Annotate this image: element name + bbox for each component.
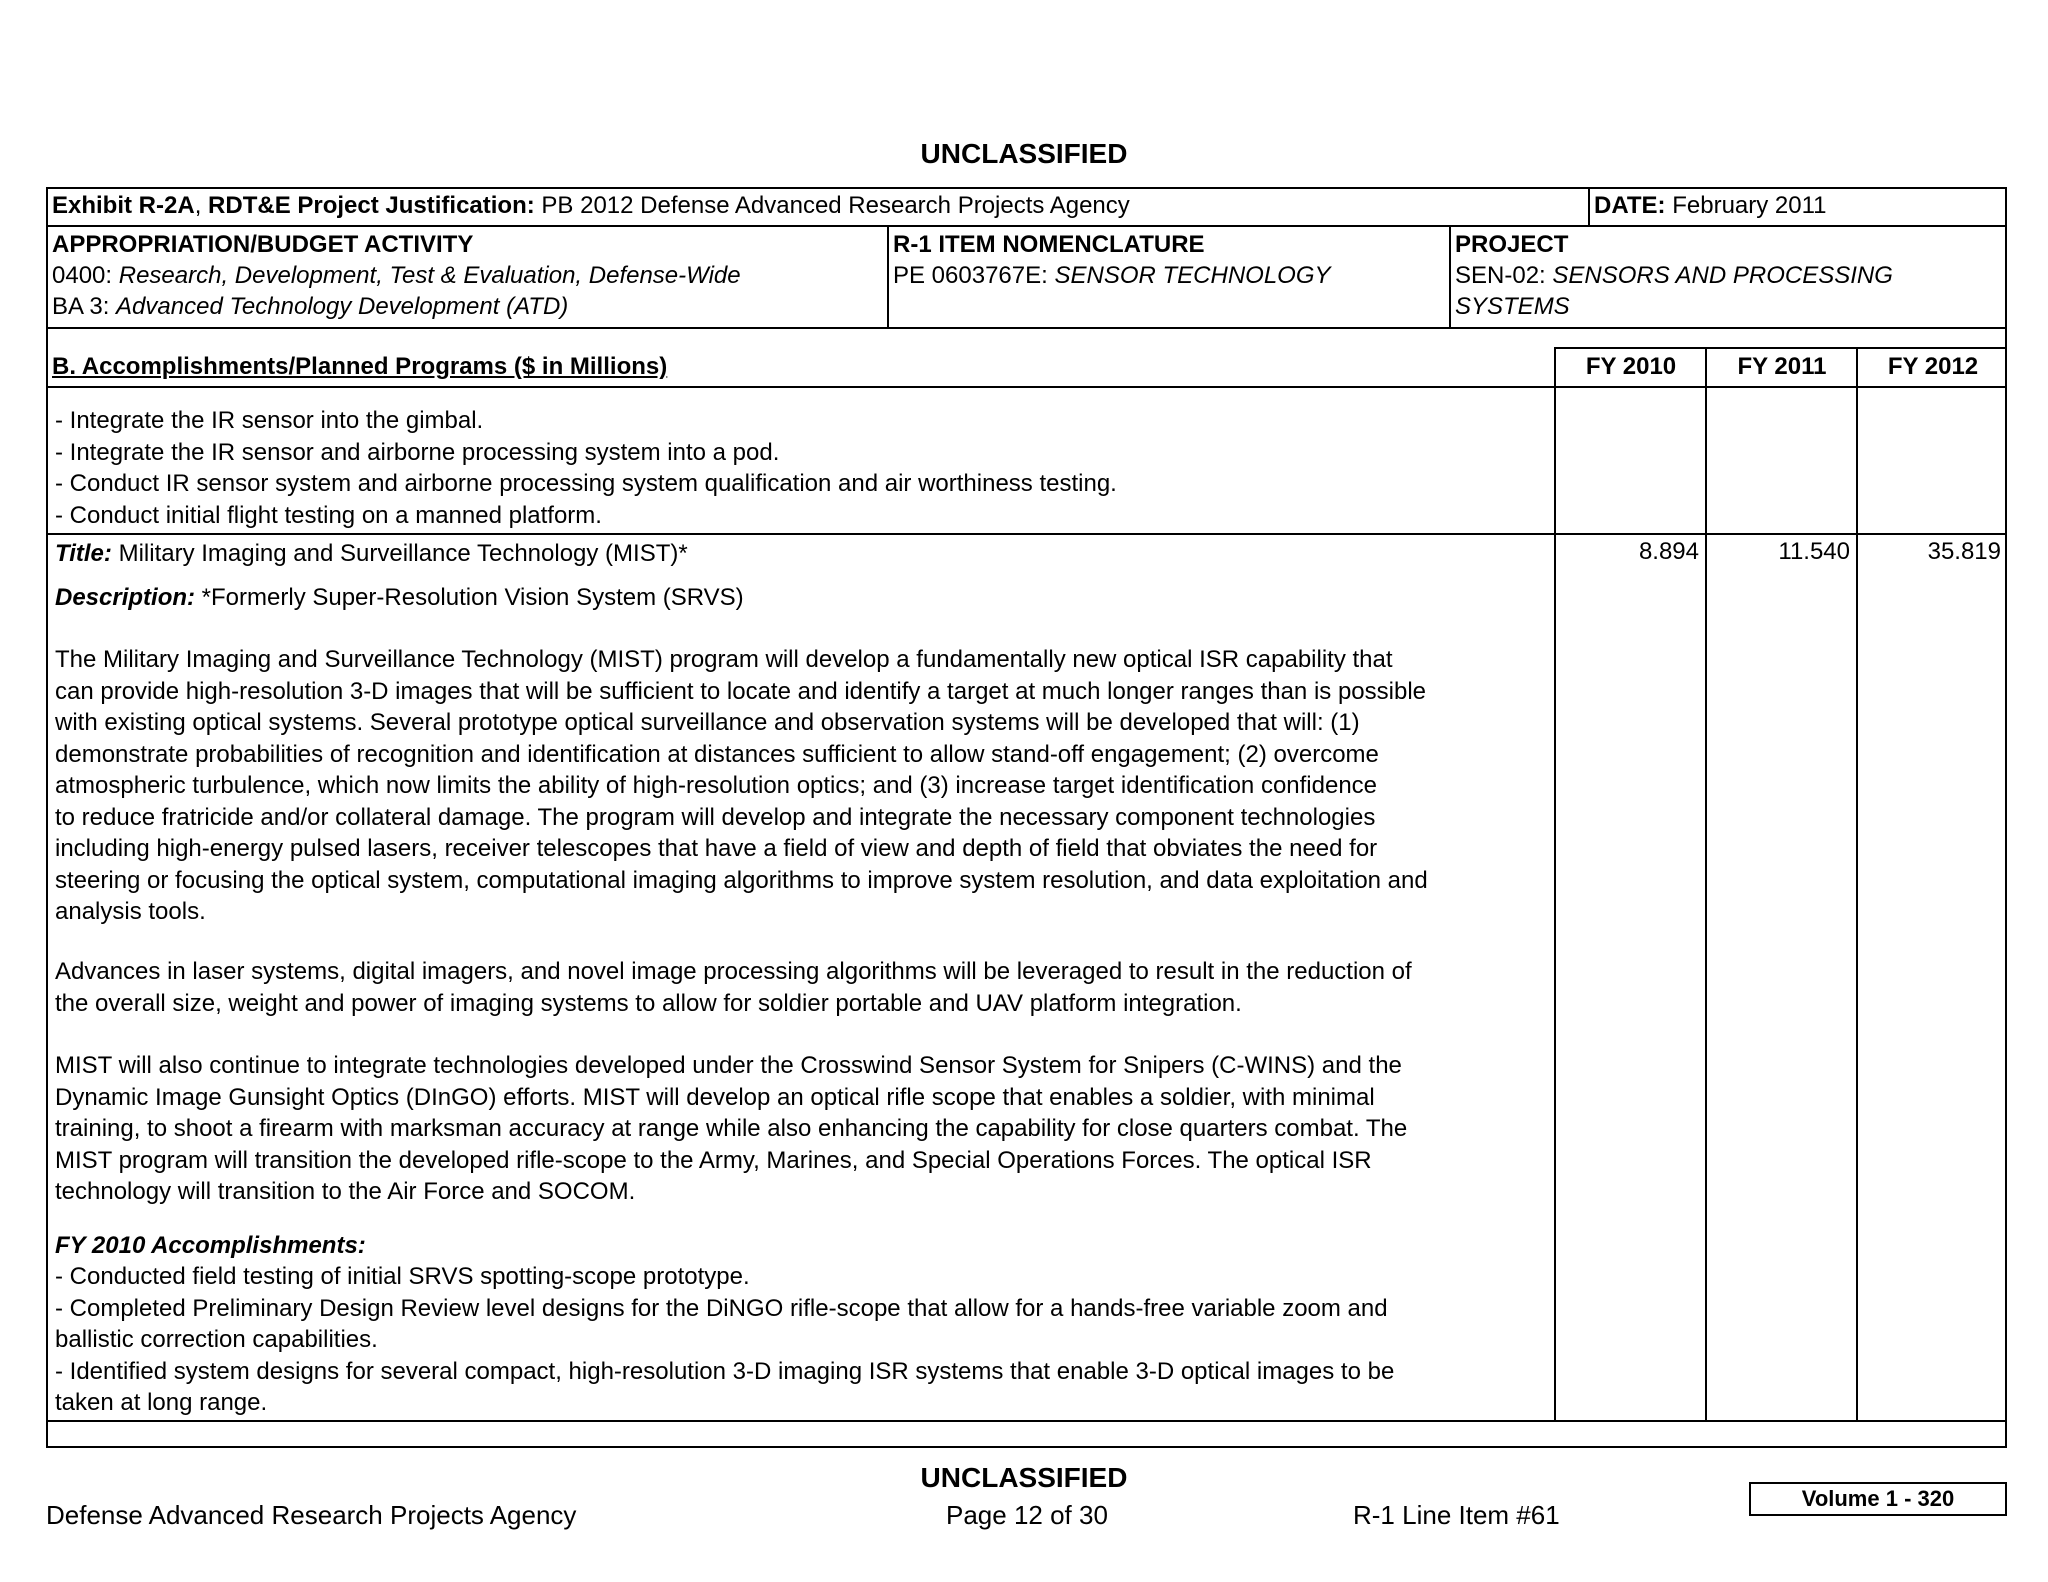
- divider: [1705, 347, 1707, 1420]
- text-line: steering or focusing the optical system, computational imaging algorithms to improve system resolution, and data exploitation and: [55, 866, 1428, 894]
- accomplishments-list: [55, 1261, 1394, 1419]
- text-line: with existing optical systems. Several prototype optical surveillance and observation systems will be developed that will: (1): [55, 709, 1360, 736]
- budget-activity-code: BA 3:: [52, 293, 117, 320]
- list-item: - Completed Preliminary Design Review level designs for the DiNGO rifle-scope that allow for a hands-free variable zoom and: [55, 1294, 1388, 1322]
- divider: [46, 386, 2007, 388]
- paragraph-1: [55, 644, 1428, 928]
- fy-column-header: FY 2012: [1887, 353, 1979, 380]
- exhibit-title: [52, 190, 1130, 221]
- footer-agency: Defense Advanced Research Projects Agency: [46, 1500, 577, 1530]
- footer-line-item: R-1 Line Item #61: [1353, 1500, 1560, 1530]
- divider: [46, 533, 2007, 535]
- list-item: - Integrate the IR sensor into the gimbal.: [55, 407, 484, 434]
- section-heading: B. Accomplishments/Planned Programs ($ in Millions): [52, 353, 668, 380]
- budget-activity-text: Advanced Technology Development (ATD): [116, 293, 569, 320]
- r1-label: R-1 ITEM NOMENCLATURE: [893, 231, 1205, 258]
- project-value: [1455, 260, 1893, 291]
- text-line: atmospheric turbulence, which now limits the ability of high-resolution optics; and (3) increase target identification confidence: [55, 772, 1378, 799]
- text-line: to reduce fratricide and/or collateral damage. The program will develop and integrate the necessary component technologies: [55, 803, 1376, 831]
- description-label: Description:: [55, 584, 196, 611]
- fy2012-value: 35.819: [1927, 538, 2001, 565]
- footer-page-number: Page 12 of 30: [946, 1500, 1108, 1530]
- date-field: [1594, 190, 1827, 221]
- exhibit-separator: ,: [194, 192, 209, 219]
- list-item: ballistic correction capabilities.: [55, 1326, 378, 1353]
- list-item: - Identified system designs for several compact, high-resolution 3-D imaging ISR systems that enable 3-D optical images to be: [55, 1357, 1395, 1385]
- r1-code: PE 0603767E:: [893, 262, 1055, 289]
- exhibit-label: Exhibit R-2A: [52, 192, 195, 219]
- fy-column-header: FY 2011: [1737, 353, 1827, 380]
- description-value: *Formerly Super-Resolution Vision System (SRVS): [195, 584, 744, 611]
- appropriation-line-1: [52, 260, 741, 291]
- paragraph-2: [55, 956, 1412, 1019]
- text-line: technology will transition to the Air Force and SOCOM.: [55, 1178, 636, 1205]
- fy-column-header: FY 2010: [1585, 353, 1677, 380]
- paragraph-3: [55, 1050, 1407, 1208]
- accomplishments-heading: FY 2010 Accomplishments:: [55, 1232, 366, 1259]
- list-item: - Conducted field testing of initial SRVS spotting-scope prototype.: [55, 1263, 750, 1290]
- date-value: February 2011: [1665, 192, 1827, 219]
- text-line: can provide high-resolution 3-D images that will be sufficient to locate and identify a target at much longer ranges than is possible: [55, 677, 1426, 705]
- justification-value: PB 2012 Defense Advanced Research Projects Agency: [534, 192, 1130, 219]
- list-item: taken at long range.: [55, 1389, 268, 1416]
- date-label: DATE:: [1594, 192, 1666, 219]
- text-line: including high-energy pulsed lasers, receiver telescopes that have a field of view and depth of field that obviates the need for: [55, 835, 1378, 862]
- divider: [46, 1420, 2007, 1422]
- divider: [1449, 225, 1451, 327]
- program-description: [55, 582, 744, 613]
- text-line: MIST will also continue to integrate technologies developed under the Crosswind Sensor System for Snipers (C-WINS) and the: [55, 1052, 1402, 1079]
- list-item: - Conduct IR sensor system and airborne processing system qualification and air worthiness testing.: [55, 470, 1117, 497]
- text-line: MIST program will transition the developed rifle-scope to the Army, Marines, and Special Operations Forces. The optical ISR: [55, 1146, 1372, 1174]
- divider: [1554, 347, 1556, 1420]
- divider: [46, 225, 2007, 227]
- title-label: Title:: [55, 540, 112, 567]
- budget-activity-line: [52, 291, 568, 322]
- list-item: - Conduct initial flight testing on a manned platform.: [55, 501, 602, 529]
- divider: [887, 225, 889, 327]
- text-line: training, to shoot a firearm with marksman accuracy at range while also enhancing the capability for close quarters combat. The: [55, 1115, 1408, 1142]
- text-line: Dynamic Image Gunsight Optics (DInGO) efforts. MIST will develop an optical rifle scope that enables a soldier, with minimal: [55, 1083, 1375, 1111]
- top-classification-label: UNCLASSIFIED: [920, 138, 1128, 169]
- text-line: The Military Imaging and Surveillance Technology (MIST) program will develop a fundamentally new optical ISR capability that: [55, 646, 1393, 673]
- text-line: demonstrate probabilities of recognition and identification at distances sufficient to allow stand-off engagement; (2) overcome: [55, 740, 1379, 768]
- text-line: analysis tools.: [55, 898, 206, 925]
- text-line: Advances in laser systems, digital imagers, and novel image processing algorithms will be leveraged to result in the reduction of: [55, 958, 1412, 985]
- list-item: - Integrate the IR sensor and airborne processing system into a pod.: [55, 438, 780, 466]
- justification-label: RDT&E Project Justification:: [208, 192, 535, 219]
- r1-text: SENSOR TECHNOLOGY: [1054, 262, 1331, 289]
- appropriation-label: APPROPRIATION/BUDGET ACTIVITY: [52, 231, 474, 258]
- divider: [1554, 347, 2007, 349]
- title-value: Military Imaging and Surveillance Technology (MIST)*: [111, 540, 688, 567]
- fy2010-value: 8.894: [1638, 538, 1699, 565]
- divider: [1588, 187, 1590, 225]
- program-title: [55, 538, 688, 569]
- project-label: PROJECT: [1455, 231, 1569, 258]
- project-text-line-1: SENSORS AND PROCESSING: [1552, 262, 1893, 289]
- project-code: SEN-02:: [1455, 262, 1553, 289]
- continued-bullet-list: [55, 405, 1117, 531]
- r1-value: [893, 260, 1331, 291]
- divider: [46, 327, 2007, 329]
- volume-badge: Volume 1 - 320: [1749, 1482, 2007, 1516]
- project-text-line-2: SYSTEMS: [1455, 293, 1570, 320]
- bottom-classification-label: UNCLASSIFIED: [920, 1462, 1128, 1493]
- appropriation-text: Research, Development, Test & Evaluation, Defense-Wide: [118, 262, 741, 289]
- divider: [1856, 347, 1858, 1420]
- fy2011-value: 11.540: [1778, 538, 1850, 565]
- appropriation-code: 0400:: [52, 262, 119, 289]
- text-line: the overall size, weight and power of imaging systems to allow for soldier portable and UAV platform integration.: [55, 989, 1242, 1017]
